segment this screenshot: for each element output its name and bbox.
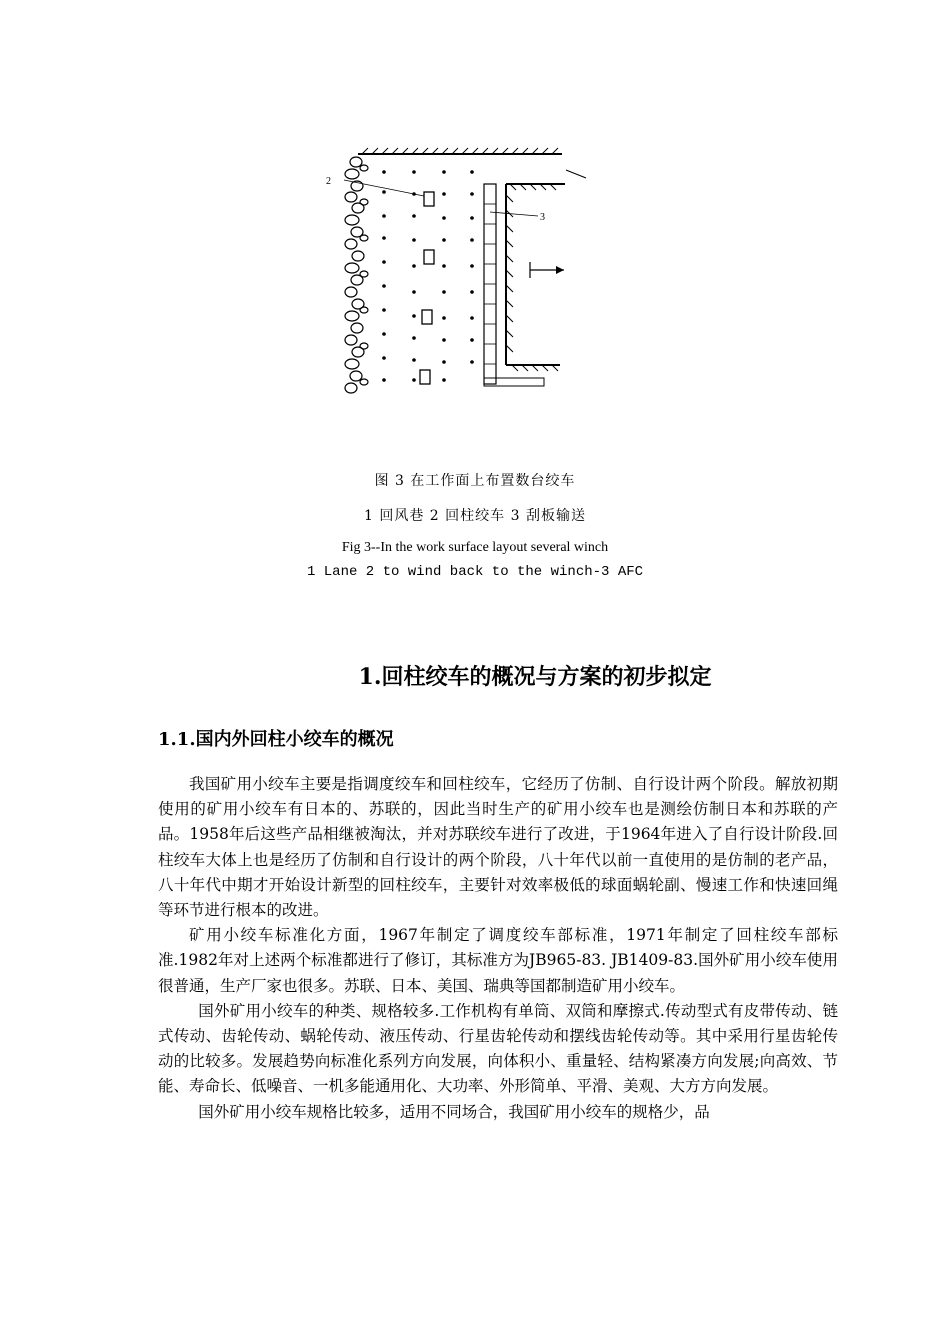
- figure-legend-cn: 1 回风巷 2 回柱绞车 3 刮板输送: [364, 508, 586, 524]
- figure-caption-en: Fig 3--In the work surface layout several winch: [341, 540, 609, 555]
- mine-layout-diagram: [320, 140, 590, 405]
- paragraph: 国外矿用小绞车的种类、规格较多.工作机构有单筒、双筒和摩擦式.传动型式有皮带传动、链式传动、齿轮传动、蜗轮传动、液压传动、行星齿轮传动和摆线齿轮传动等。其中采用行星齿轮传动的比较多。发展趋势向标准化系列方向发展，向体积小、重量轻、结构紧凑方向发展;向高效、节能、寿命长、低噪音、一机多能通用化、大功率、外形简单、平滑、美观、大方方向发展。: [158, 1001, 838, 1096]
- figure-label-1: 1: [568, 160, 573, 171]
- paragraph: 国外矿用小绞车规格比较多，适用不同场合，我国矿用小绞车的规格少，品: [198, 1102, 710, 1121]
- figure-caption-cn: 图 3 在工作面上布置数台绞车: [374, 473, 576, 489]
- subsection-heading: 1.1.国内外回柱小绞车的概况: [158, 729, 394, 750]
- figure-label-2: 2: [326, 176, 331, 187]
- paragraph: 矿用小绞车标准化方面，1967年制定了调度绞车部标准，1971年制定了回柱绞车部标准.1982年对上述两个标准都进行了修订，其标准方为JB965-83. JB1409-83.国外矿用小绞车使用很普通，生产厂家也很多。苏联、日本、美国、瑞典等国都制造矿用小绞车。: [158, 926, 838, 995]
- figure-label-3: 3: [540, 212, 545, 223]
- section-heading: 1.回柱绞车的概况与方案的初步拟定: [358, 664, 712, 690]
- body-text: [158, 772, 838, 1125]
- paragraph: 我国矿用小绞车主要是指调度绞车和回柱绞车，它经历了仿制、自行设计两个阶段。解放初期使用的矿用小绞车有日本的、苏联的，因此当时生产的矿用小绞车也是测绘仿制日本和苏联的产品。1958年后这些产品相继被淘汰，并对苏联绞车进行了改进，于1964年进入了自行设计阶段.回柱绞车大体上也是经历了仿制和自行设计的两个阶段，八十年代以前一直使用的是仿制的老产品，八十年代中期才开始设计新型的回柱绞车，主要针对效率极低的球面蜗轮副、慢速工作和快速回绳等环节进行根本的改进。: [158, 775, 838, 920]
- mine-layout-figure: [320, 140, 590, 405]
- figure-legend-en: 1 Lane 2 to wind back to the winch-3 AFC: [306, 564, 644, 580]
